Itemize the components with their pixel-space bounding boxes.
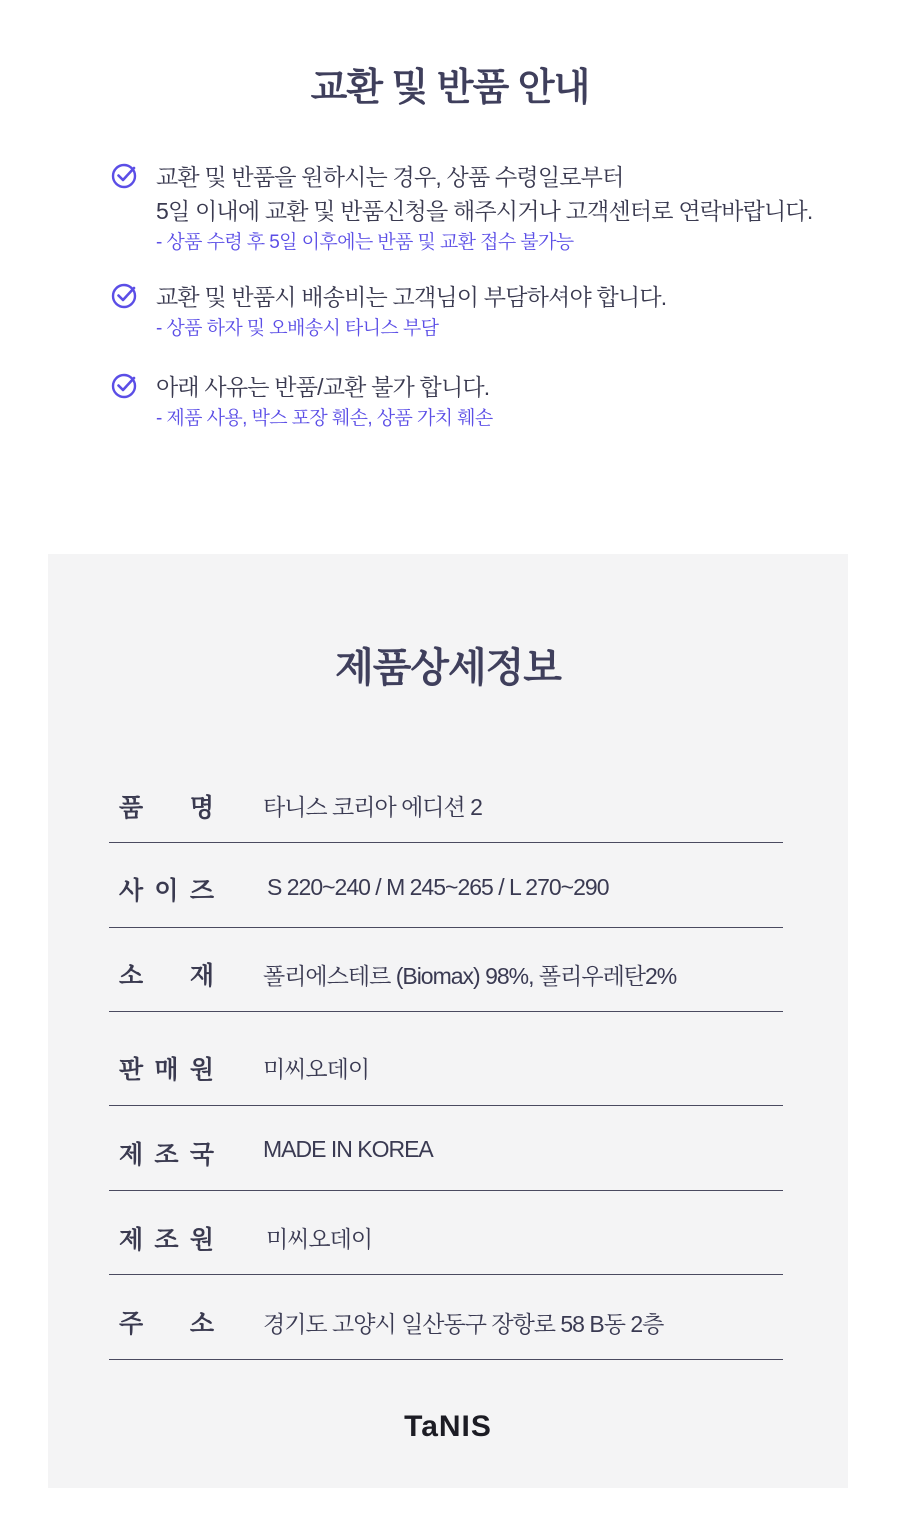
notice-subtext: - 제품 사용, 박스 포장 훼손, 상품 가치 훼손 [156, 408, 493, 429]
spec-label-char: 조 [154, 1141, 179, 1169]
spec-label-char: 이 [154, 877, 179, 905]
notice-text: 5일 이내에 교환 및 반품신청을 해주시거나 고객센터로 연락바랍니다. [156, 198, 813, 224]
spec-label-char: 소 [119, 962, 144, 990]
spec-label [119, 1220, 214, 1256]
spec-label-char: 사 [119, 877, 144, 905]
notice-item [110, 160, 830, 258]
spec-label-char: 주 [119, 1310, 144, 1338]
spec-label [119, 956, 214, 992]
notice-item [110, 370, 830, 434]
spec-row [109, 928, 783, 1012]
notice-item [110, 280, 830, 344]
spec-row [109, 1012, 783, 1106]
spec-row [109, 1106, 783, 1191]
spec-value: 경기도 고양시 일산동구 장항로 58 B동 2층 [263, 1311, 664, 1337]
spec-value: 미씨오데이 [266, 1226, 373, 1252]
spec-label-char: 명 [189, 794, 214, 822]
spec-label-char: 조 [154, 1226, 179, 1254]
product-info-title: 제품상세정보 [335, 646, 561, 690]
spec-label-char: 원 [189, 1056, 214, 1084]
spec-label [119, 1050, 214, 1086]
notice-text: 교환 및 반품시 배송비는 고객님이 부담하셔야 합니다. [156, 284, 667, 310]
notice-text: 아래 사유는 반품/교환 불가 합니다. [156, 374, 490, 400]
spec-row [109, 1275, 783, 1360]
check-circle-icon [110, 162, 138, 190]
spec-label-char: 국 [189, 1141, 214, 1169]
spec-value: 폴리에스테르 (Biomax) 98%, 폴리우레탄2% [263, 963, 677, 989]
spec-value: 미씨오데이 [263, 1056, 370, 1082]
spec-row [109, 772, 783, 843]
spec-value: 타니스 코리아 에디션 2 [263, 794, 482, 820]
spec-label-char: 매 [154, 1056, 179, 1084]
spec-label-char: 원 [189, 1226, 214, 1254]
spec-label-char: 품 [119, 794, 144, 822]
spec-label [119, 1135, 214, 1171]
check-circle-icon [110, 372, 138, 400]
notice-subtext: - 상품 수령 후 5일 이후에는 반품 및 교환 접수 불가능 [156, 232, 574, 253]
spec-label-char: 재 [189, 962, 214, 990]
spec-value: MADE IN KOREA [263, 1136, 433, 1162]
spec-label-char: 소 [189, 1310, 214, 1338]
spec-label-char: 즈 [189, 877, 214, 905]
spec-label [119, 788, 214, 824]
spec-label-char: 판 [119, 1056, 144, 1084]
spec-row [109, 1191, 783, 1275]
spec-label-char: 제 [119, 1226, 144, 1254]
product-info-panel [48, 554, 848, 1488]
spec-row [109, 843, 783, 928]
notice-subtext: - 상품 하자 및 오배송시 타니스 부담 [156, 318, 439, 339]
spec-label-char: 제 [119, 1141, 144, 1169]
spec-label [119, 1304, 214, 1340]
notice-text: 교환 및 반품을 원하시는 경우, 상품 수령일로부터 [156, 164, 624, 190]
spec-label [119, 871, 214, 907]
check-circle-icon [110, 282, 138, 310]
spec-value: S 220~240 / M 245~265 / L 270~290 [267, 874, 609, 900]
exchange-title: 교환 및 반품 안내 [310, 67, 590, 109]
tanis-logo: TaNIS [404, 1410, 492, 1443]
